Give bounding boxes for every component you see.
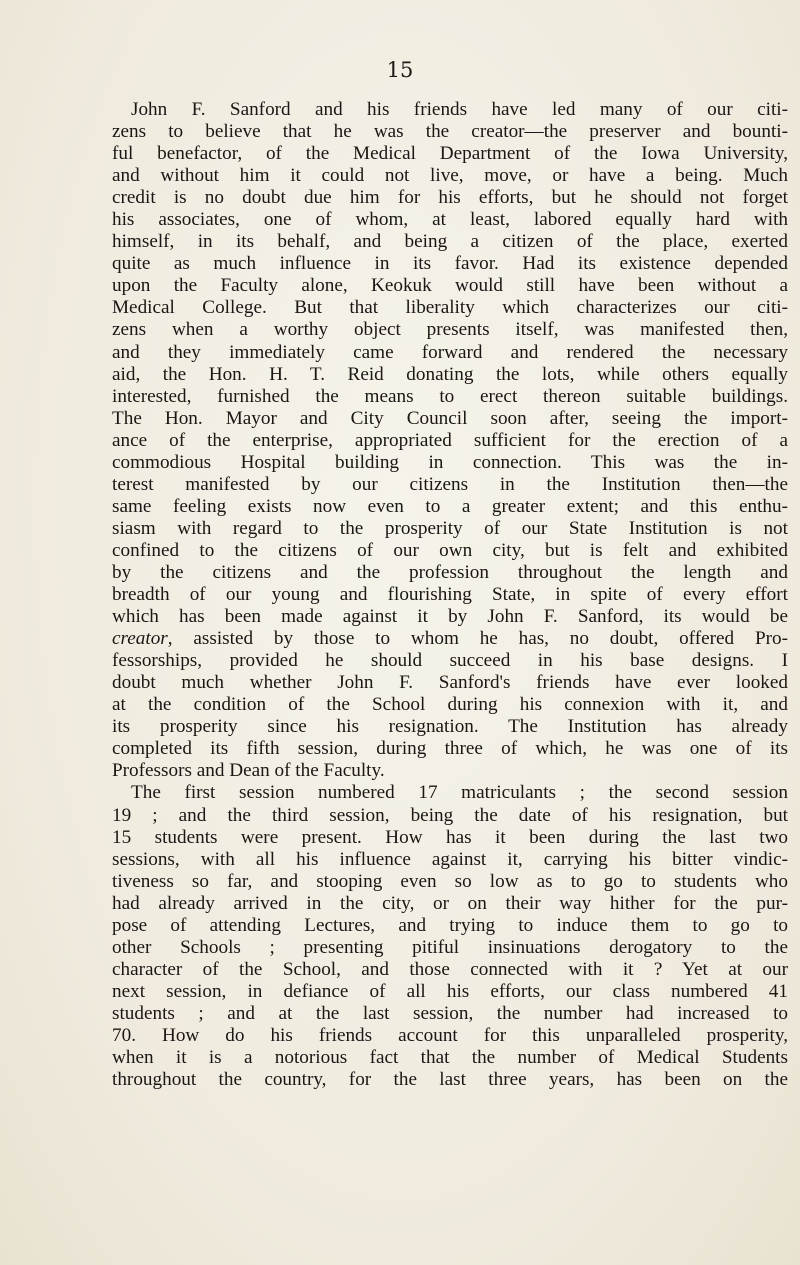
text-line: by the citizens and the profession throughout the length and xyxy=(112,561,788,583)
text-line: interested, furnished the means to erect thereon suitable buildings. xyxy=(112,385,788,407)
text-line: other Schools ; presenting pitiful insinuations derogatory to the xyxy=(112,936,788,958)
text-line: which has been made against it by John F. Sanford, its would be xyxy=(112,606,788,628)
text-line: fessorships, provided he should succeed in his base designs. I xyxy=(112,650,788,672)
text-line: next session, in defiance of all his efforts, our class numbered 41 xyxy=(112,980,788,1002)
text-line: terest manifested by our citizens in the Institution then—the xyxy=(112,473,788,495)
text-line: and without him it could not live, move, or have a being. Much xyxy=(112,165,788,187)
text-line: same feeling exists now even to a greater extent; and this enthu- xyxy=(112,495,788,517)
text-line: had already arrived in the city, or on their way hither for the pur- xyxy=(112,892,788,914)
text-line: himself, in its behalf, and being a citizen of the place, exerted xyxy=(112,231,788,253)
text-line: ance of the enterprise, appropriated sufficient for the erection of a xyxy=(112,429,788,451)
text-line: at the condition of the School during his connexion with it, and xyxy=(112,694,788,716)
text-line: ful benefactor, of the Medical Department of the Iowa University, xyxy=(112,143,788,165)
italic-word: creator xyxy=(112,628,168,650)
body-text xyxy=(112,99,788,1091)
text-line: 70. How do his friends account for this unparalleled prosperity, xyxy=(112,1024,788,1046)
text-line: The Hon. Mayor and City Council soon after, seeing the import- xyxy=(112,407,788,429)
text-line: character of the School, and those connected with it ? Yet at our xyxy=(112,958,788,980)
text-line: credit is no doubt due him for his efforts, but he should not forget xyxy=(112,187,788,209)
text-segment: , assisted by those to whom he has, no doubt, offered Pro- xyxy=(167,628,788,650)
text-line: its prosperity since his resignation. The Institution has already xyxy=(112,716,788,738)
text-line: aid, the Hon. H. T. Reid donating the lots, while others equally xyxy=(112,363,788,385)
text-line: doubt much whether John F. Sanford's friends have ever looked xyxy=(112,672,788,694)
text-line: siasm with regard to the prosperity of our State Institution is not xyxy=(112,517,788,539)
text-line: quite as much influence in its favor. Had its existence depended xyxy=(112,253,788,275)
text-line: pose of attending Lectures, and trying to induce them to go to xyxy=(112,914,788,936)
text-line: 19 ; and the third session, being the date of his resignation, but xyxy=(112,804,788,826)
text-line: John F. Sanford and his friends have led many of our citi- xyxy=(131,99,788,120)
text-line: 15 students were present. How has it been during the last two xyxy=(112,826,788,848)
text-line: tiveness so far, and stooping even so low as to go to students who xyxy=(112,870,788,892)
text-line: The first session numbered 17 matriculants ; the second session xyxy=(131,782,788,804)
text-line: zens to believe that he was the creator—the preserver and bounti- xyxy=(112,121,788,143)
text-line: sessions, with all his influence against it, carrying his bitter vindic- xyxy=(112,848,788,870)
page-number: 15 xyxy=(386,58,414,82)
text-line: when it is a notorious fact that the number of Medical Students xyxy=(112,1047,788,1069)
text-line: upon the Faculty alone, Keokuk would still have been without a xyxy=(112,275,788,297)
text-line: Professors and Dean of the Faculty. xyxy=(112,760,385,782)
text-line: Medical College. But that liberality which characterizes our citi- xyxy=(112,297,788,319)
text-line: his associates, one of whom, at least, labored equally hard with xyxy=(112,209,788,231)
text-line: breadth of our young and flourishing State, in spite of every effort xyxy=(112,584,788,606)
text-line xyxy=(112,628,788,650)
text-line: throughout the country, for the last three years, has been on the xyxy=(112,1069,788,1091)
text-line: and they immediately came forward and rendered the necessary xyxy=(112,341,788,363)
text-line: completed its fifth session, during three of which, he was one of its xyxy=(112,738,788,760)
text-line: confined to the citizens of our own city, but is felt and exhibited xyxy=(112,539,788,561)
text-line: zens when a worthy object presents itself, was manifested then, xyxy=(112,319,788,341)
text-line: students ; and at the last session, the number had increased to xyxy=(112,1002,788,1024)
text-line: commodious Hospital building in connection. This was the in- xyxy=(112,451,788,473)
